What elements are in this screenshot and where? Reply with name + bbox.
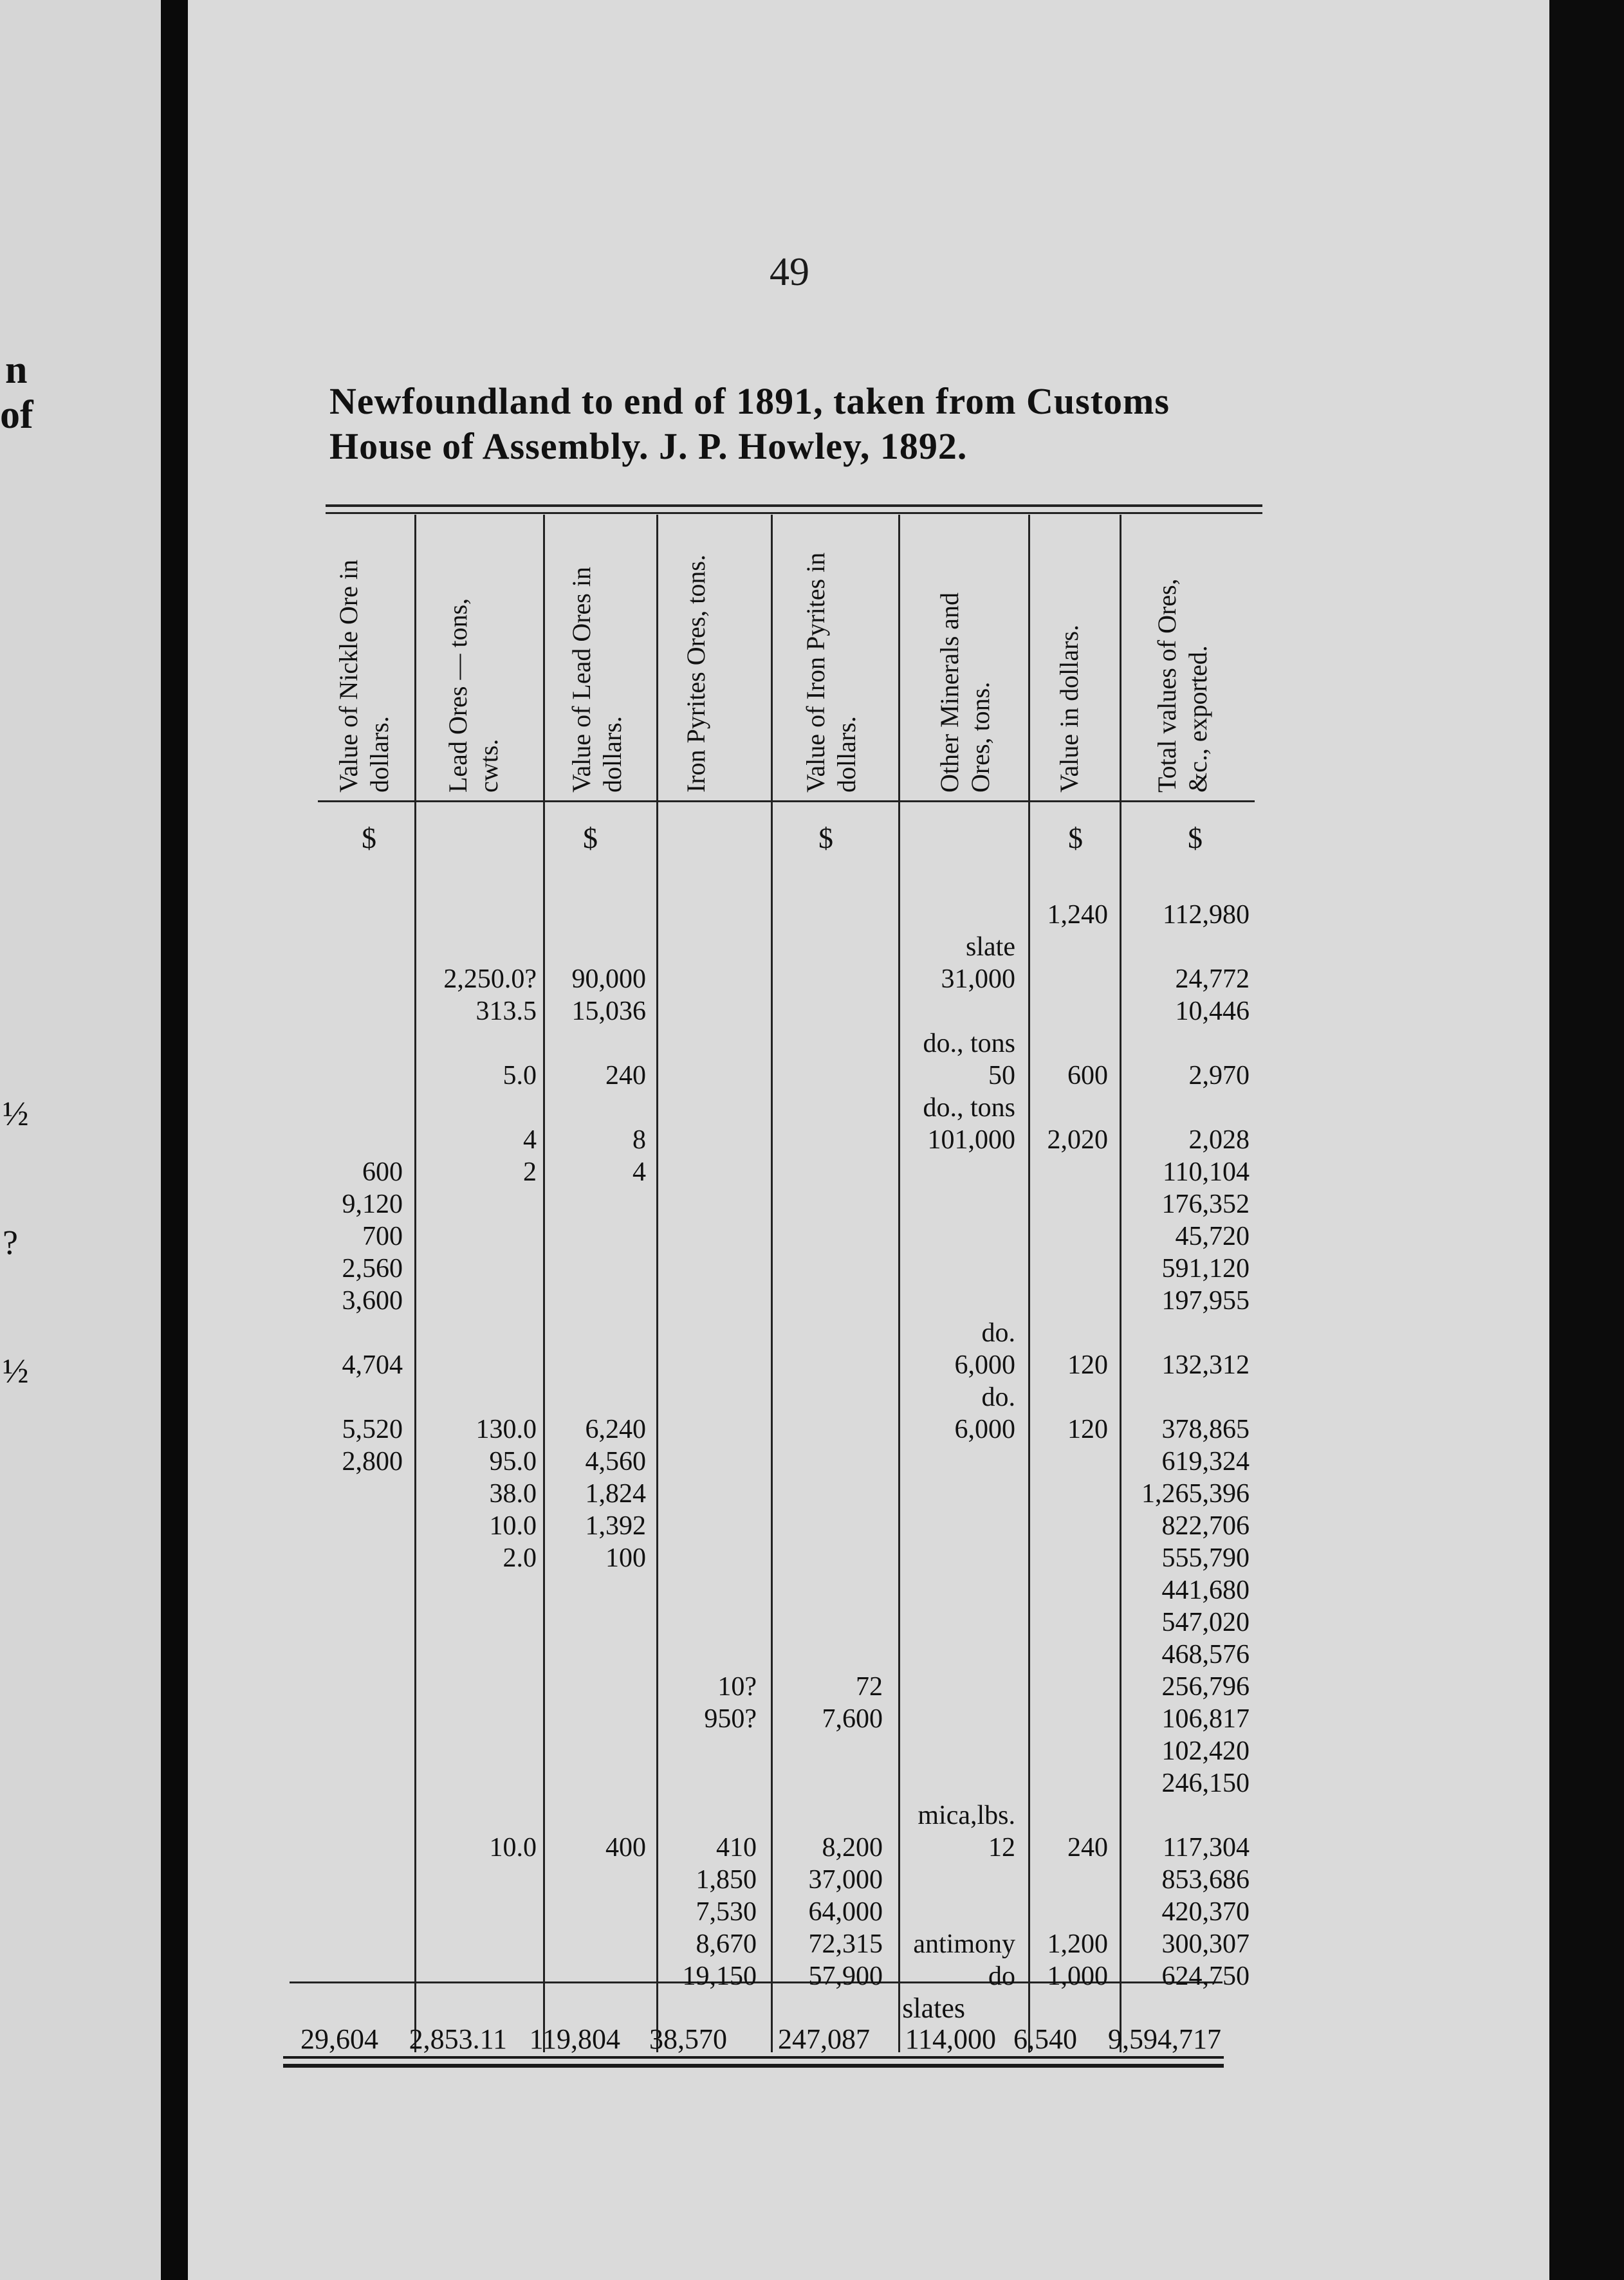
table-cell: 822,706 — [1161, 1511, 1250, 1541]
table-cell: 6,000 — [954, 1415, 1015, 1444]
table-cell: 24,772 — [1175, 964, 1250, 994]
table-cell: 256,796 — [1161, 1672, 1250, 1702]
table-cell: do., tons — [923, 1093, 1015, 1123]
table-cell: 102,420 — [1161, 1736, 1250, 1766]
table-cell: 72,315 — [808, 1929, 883, 1959]
table-cell: slate — [966, 932, 1015, 962]
table-cell: 468,576 — [1161, 1640, 1250, 1669]
column-divider — [898, 515, 900, 2052]
table-cell: 441,680 — [1161, 1576, 1250, 1605]
top-rule — [326, 504, 1262, 507]
table-cell: do. — [981, 1383, 1015, 1412]
table-cell: 45,720 — [1175, 1222, 1250, 1251]
table-cell: 90,000 — [571, 964, 646, 994]
table-cell: 2,028 — [1188, 1125, 1250, 1155]
column-header: Lead Ores — tons, cwts. — [443, 598, 503, 793]
table-cell: 95.0 — [489, 1447, 537, 1476]
table-cell: 6,240 — [585, 1415, 646, 1444]
column-header: Value of Nickle Ore in dollars. — [334, 559, 394, 793]
table-cell: 38.0 — [489, 1479, 537, 1509]
table-cell: 31,000 — [941, 964, 1015, 994]
column-divider — [656, 515, 658, 2052]
table-cell: 1,850 — [696, 1865, 757, 1895]
table-cell: 110,104 — [1163, 1157, 1250, 1187]
table-cell: 4,560 — [585, 1447, 646, 1476]
table-cell: do. — [981, 1318, 1015, 1348]
column-total: 2,853.11 — [409, 2023, 507, 2055]
table-cell: 1,392 — [585, 1511, 646, 1541]
table-cell: 2,970 — [1188, 1061, 1250, 1090]
table-cell: 2,800 — [342, 1447, 403, 1476]
totals-note: slates — [902, 1992, 965, 2024]
column-total: 114,000 — [905, 2023, 996, 2055]
page-number: 49 — [770, 250, 809, 294]
table-cell: 1,824 — [585, 1479, 646, 1509]
column-divider — [771, 515, 773, 2052]
column-divider — [543, 515, 545, 2052]
table-cell: 19,150 — [682, 1962, 757, 1991]
table-cell: 106,817 — [1161, 1704, 1250, 1734]
left-page-text-fragment: n — [5, 348, 28, 392]
table-cell: 246,150 — [1161, 1769, 1250, 1798]
table-cell: 547,020 — [1161, 1608, 1250, 1637]
table-cell: 120 — [1067, 1350, 1108, 1380]
table-cell: 555,790 — [1161, 1543, 1250, 1573]
table-cell: 1,000 — [1047, 1962, 1108, 1991]
table-cell: 3,600 — [342, 1286, 403, 1316]
table-cell: 1,265,396 — [1141, 1479, 1250, 1509]
table-cell: 950? — [704, 1704, 757, 1734]
table-cell: 10.0 — [489, 1833, 537, 1862]
table-cell: do., tons — [923, 1029, 1015, 1058]
table-cell: 2,250.0? — [443, 964, 537, 994]
table-cell: 2,560 — [342, 1254, 403, 1283]
table-cell: 37,000 — [808, 1865, 883, 1895]
table-cell: 240 — [1067, 1833, 1108, 1862]
dollar-sign: $ — [362, 822, 376, 854]
left-page-fragment — [0, 0, 161, 2280]
column-total: 9,594,717 — [1108, 2023, 1221, 2055]
bottom-rule — [283, 2056, 1224, 2059]
table-cell: 64,000 — [808, 1897, 883, 1927]
dollar-sign: $ — [818, 822, 833, 854]
table-cell: 120 — [1067, 1415, 1108, 1444]
table-cell: 853,686 — [1161, 1865, 1250, 1895]
column-header: Iron Pyrites Ores, tons. — [681, 555, 710, 793]
table-cell: 9,120 — [342, 1190, 403, 1219]
table-cell: 378,865 — [1161, 1415, 1250, 1444]
table-cell: 8,670 — [696, 1929, 757, 1959]
bottom-rule — [283, 2064, 1224, 2068]
column-header: Other Minerals and Ores, tons. — [935, 592, 995, 793]
header-title-line-1: Newfoundland to end of 1891, taken from Customs — [329, 380, 1170, 422]
table-cell: 1,240 — [1047, 900, 1108, 930]
left-page-text-fragment: of — [0, 393, 33, 437]
table-cell: 420,370 — [1161, 1897, 1250, 1927]
table-cell: 600 — [362, 1157, 403, 1187]
table-cell: 8 — [632, 1125, 646, 1155]
table-cell: 1,200 — [1047, 1929, 1108, 1959]
table-cell: 117,304 — [1163, 1833, 1250, 1862]
column-header: Value in dollars. — [1055, 624, 1084, 793]
column-header: Value of Iron Pyrites in dollars. — [801, 552, 861, 793]
column-header: Total values of Ores, &c., exported. — [1152, 578, 1212, 793]
table-cell: 624,750 — [1161, 1962, 1250, 1991]
table-cell: 112,980 — [1163, 900, 1250, 930]
table-cell: 313.5 — [475, 997, 537, 1026]
table-cell: 10,446 — [1175, 997, 1250, 1026]
table-cell: 7,530 — [696, 1897, 757, 1927]
table-cell: 12 — [988, 1833, 1015, 1862]
table-cell: 8,200 — [822, 1833, 883, 1862]
dollar-sign: $ — [1068, 822, 1083, 854]
column-total: 119,804 — [529, 2023, 620, 2055]
left-page-mark: ½ — [3, 1352, 29, 1390]
table-cell: 10.0 — [489, 1511, 537, 1541]
column-total: 29,604 — [300, 2023, 378, 2055]
table-cell: 50 — [988, 1061, 1015, 1090]
table-cell: do — [988, 1962, 1015, 1991]
header-title-line-2: House of Assembly. J. P. Howley, 1892. — [329, 425, 968, 467]
column-divider — [1120, 515, 1121, 2052]
table-cell: 4,704 — [342, 1350, 403, 1380]
column-total: 6,540 — [1013, 2023, 1077, 2055]
table-cell: 132,312 — [1161, 1350, 1250, 1380]
table-cell: 240 — [605, 1061, 646, 1090]
header-bottom-rule — [318, 800, 1255, 802]
column-divider — [414, 515, 416, 2052]
table-cell: 591,120 — [1161, 1254, 1250, 1283]
table-cell: 15,036 — [571, 997, 646, 1026]
table-cell: 600 — [1067, 1061, 1108, 1090]
table-cell: 197,955 — [1161, 1286, 1250, 1316]
table-cell: 2,020 — [1047, 1125, 1108, 1155]
table-cell: antimony — [913, 1929, 1015, 1959]
table-cell: 5.0 — [503, 1061, 537, 1090]
table-cell: 57,900 — [808, 1962, 883, 1991]
column-total: 38,570 — [649, 2023, 727, 2055]
table-cell: 176,352 — [1161, 1190, 1250, 1219]
table-cell: 410 — [716, 1833, 757, 1862]
table-cell: 10? — [717, 1672, 757, 1702]
left-page-mark: ½ — [3, 1094, 29, 1133]
column-divider — [1028, 515, 1030, 2052]
column-header: Value of Lead Ores in dollars. — [567, 567, 627, 793]
table-cell: 4 — [632, 1157, 646, 1187]
table-cell: 4 — [523, 1125, 537, 1155]
table-cell: 100 — [605, 1543, 646, 1573]
table-cell: 300,307 — [1161, 1929, 1250, 1959]
table-cell: 6,000 — [954, 1350, 1015, 1380]
left-page-mark: ? — [3, 1223, 18, 1262]
table-cell: 5,520 — [342, 1415, 403, 1444]
dollar-sign: $ — [583, 822, 598, 854]
table-cell: 72 — [856, 1672, 883, 1702]
column-total: 247,087 — [778, 2023, 870, 2055]
dollar-sign: $ — [1188, 822, 1203, 854]
top-rule — [326, 512, 1262, 514]
table-cell: 700 — [362, 1222, 403, 1251]
table-cell: 7,600 — [822, 1704, 883, 1734]
page-edge — [1549, 0, 1624, 2280]
table-cell: mica,lbs. — [918, 1801, 1015, 1830]
table-cell: 2 — [523, 1157, 537, 1187]
table-cell: 130.0 — [475, 1415, 537, 1444]
table-cell: 619,324 — [1161, 1447, 1250, 1476]
table-cell: 2.0 — [503, 1543, 537, 1573]
table-cell: 400 — [605, 1833, 646, 1862]
table-cell: 101,000 — [927, 1125, 1015, 1155]
